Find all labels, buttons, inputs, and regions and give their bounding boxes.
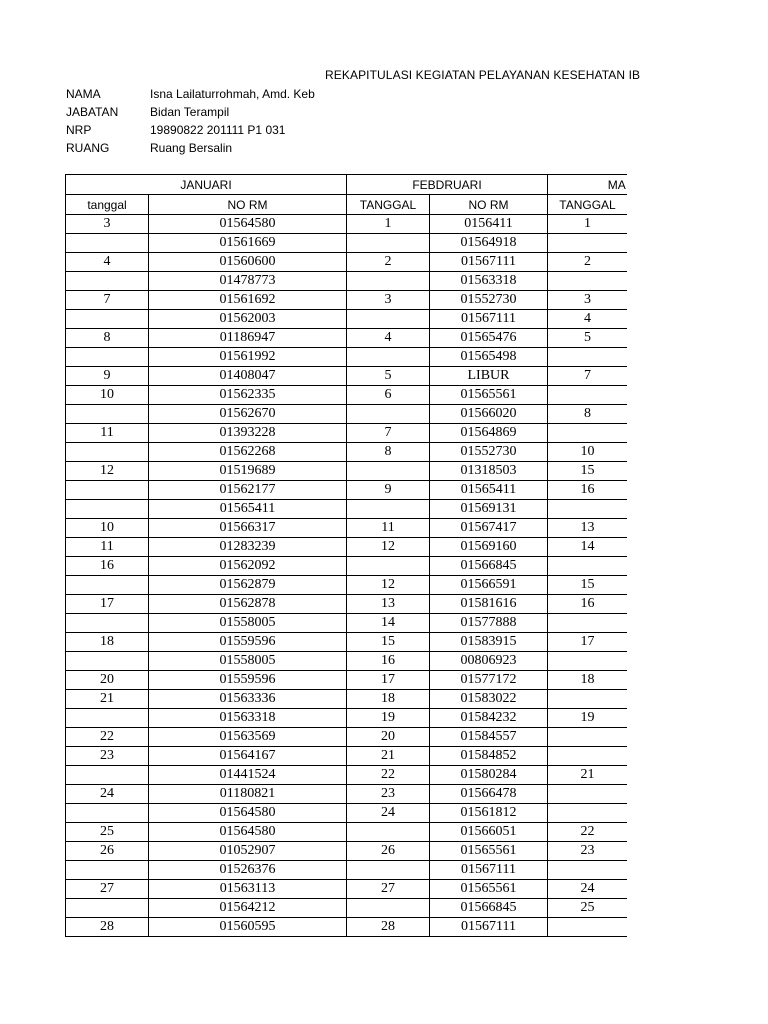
cell-no-rm-feb: 01583915 xyxy=(430,633,548,652)
cell-no-rm-jan: 01562878 xyxy=(149,595,347,614)
info-row-ruang xyxy=(66,139,315,157)
cell-tanggal-mar xyxy=(548,804,628,823)
cell-tanggal-jan: 10 xyxy=(66,386,149,405)
cell-tanggal-feb: 11 xyxy=(347,519,430,538)
cell-no-rm-jan: 01564580 xyxy=(149,215,347,234)
table-row xyxy=(66,918,628,937)
cell-tanggal-jan: 27 xyxy=(66,880,149,899)
info-label: NAMA xyxy=(66,87,101,101)
cell-tanggal-jan: 21 xyxy=(66,690,149,709)
cell-no-rm-jan: 01562670 xyxy=(149,405,347,424)
table-row xyxy=(66,291,628,310)
table-row xyxy=(66,462,628,481)
sub-header-row xyxy=(66,195,628,215)
cell-tanggal-mar xyxy=(548,348,628,367)
cell-no-rm-feb: 01584852 xyxy=(430,747,548,766)
cell-no-rm-jan: 01564580 xyxy=(149,823,347,842)
table-row xyxy=(66,595,628,614)
cell-no-rm-feb: 01567417 xyxy=(430,519,548,538)
cell-tanggal-jan xyxy=(66,652,149,671)
cell-no-rm-feb: 01552730 xyxy=(430,291,548,310)
cell-tanggal-feb: 17 xyxy=(347,671,430,690)
cell-no-rm-feb: 01580284 xyxy=(430,766,548,785)
cell-tanggal-jan xyxy=(66,272,149,291)
table-row xyxy=(66,652,628,671)
cell-tanggal-mar: 14 xyxy=(548,538,628,557)
cell-no-rm-feb: 01565411 xyxy=(430,481,548,500)
cell-tanggal-feb xyxy=(347,462,430,481)
cell-tanggal-jan: 7 xyxy=(66,291,149,310)
cell-no-rm-jan: 01562335 xyxy=(149,386,347,405)
cell-no-rm-jan: 01563113 xyxy=(149,880,347,899)
cell-tanggal-jan xyxy=(66,348,149,367)
cell-tanggal-mar: 16 xyxy=(548,481,628,500)
cell-tanggal-mar: 7 xyxy=(548,367,628,386)
cell-tanggal-mar xyxy=(548,424,628,443)
sub-header-no-rm: NO RM xyxy=(149,195,347,215)
cell-tanggal-jan xyxy=(66,443,149,462)
cell-no-rm-jan: 01564212 xyxy=(149,899,347,918)
cell-tanggal-feb: 27 xyxy=(347,880,430,899)
cell-no-rm-feb: 01567111 xyxy=(430,310,548,329)
cell-tanggal-feb xyxy=(347,557,430,576)
cell-no-rm-jan: 01564167 xyxy=(149,747,347,766)
table-row xyxy=(66,709,628,728)
cell-no-rm-jan: 01560600 xyxy=(149,253,347,272)
cell-tanggal-mar xyxy=(548,728,628,747)
cell-tanggal-jan: 3 xyxy=(66,215,149,234)
cell-tanggal-feb: 22 xyxy=(347,766,430,785)
cell-no-rm-feb: 01565561 xyxy=(430,842,548,861)
cell-no-rm-jan: 01519689 xyxy=(149,462,347,481)
cell-tanggal-mar: 10 xyxy=(548,443,628,462)
cell-no-rm-jan: 01526376 xyxy=(149,861,347,880)
table-row xyxy=(66,405,628,424)
cell-no-rm-jan: 01561669 xyxy=(149,234,347,253)
cell-no-rm-jan: 01561992 xyxy=(149,348,347,367)
cell-no-rm-jan: 01566317 xyxy=(149,519,347,538)
cell-tanggal-feb: 6 xyxy=(347,386,430,405)
info-label: RUANG xyxy=(66,141,110,155)
cell-no-rm-jan: 01559596 xyxy=(149,671,347,690)
cell-tanggal-jan xyxy=(66,481,149,500)
cell-no-rm-feb: 01552730 xyxy=(430,443,548,462)
cell-tanggal-mar xyxy=(548,272,628,291)
cell-tanggal-feb: 8 xyxy=(347,443,430,462)
info-value: Isna Lailaturrohmah, Amd. Keb xyxy=(150,87,315,101)
cell-tanggal-mar: 1 xyxy=(548,215,628,234)
cell-no-rm-jan: 01563318 xyxy=(149,709,347,728)
info-value: 19890822 201111 P1 031 xyxy=(150,123,286,137)
cell-no-rm-jan: 01563569 xyxy=(149,728,347,747)
info-label: JABATAN xyxy=(66,105,119,119)
table-row xyxy=(66,329,628,348)
cell-tanggal-feb: 28 xyxy=(347,918,430,937)
cell-tanggal-jan: 25 xyxy=(66,823,149,842)
cell-no-rm-jan: 01564580 xyxy=(149,804,347,823)
cell-tanggal-feb xyxy=(347,861,430,880)
table-row xyxy=(66,443,628,462)
cell-no-rm-jan: 01562268 xyxy=(149,443,347,462)
cell-tanggal-jan xyxy=(66,576,149,595)
cell-tanggal-mar: 5 xyxy=(548,329,628,348)
sub-header-tanggal: TANGGAL xyxy=(347,195,430,215)
cell-tanggal-mar: 25 xyxy=(548,899,628,918)
cell-no-rm-feb: 01564869 xyxy=(430,424,548,443)
cell-no-rm-jan: 01180821 xyxy=(149,785,347,804)
cell-tanggal-mar xyxy=(548,785,628,804)
cell-tanggal-mar: 23 xyxy=(548,842,628,861)
cell-tanggal-feb xyxy=(347,899,430,918)
cell-no-rm-feb: 01566591 xyxy=(430,576,548,595)
cell-tanggal-jan xyxy=(66,405,149,424)
cell-tanggal-jan: 4 xyxy=(66,253,149,272)
cell-no-rm-jan: 01562879 xyxy=(149,576,347,595)
cell-tanggal-jan: 12 xyxy=(66,462,149,481)
cell-tanggal-feb: 4 xyxy=(347,329,430,348)
table-row xyxy=(66,310,628,329)
cell-no-rm-jan: 01558005 xyxy=(149,652,347,671)
cell-tanggal-feb: 9 xyxy=(347,481,430,500)
info-value: Bidan Terampil xyxy=(150,105,230,119)
cell-no-rm-jan: 01478773 xyxy=(149,272,347,291)
info-row-nama xyxy=(66,85,315,103)
cell-tanggal-jan xyxy=(66,500,149,519)
cell-tanggal-jan: 28 xyxy=(66,918,149,937)
cell-no-rm-feb: 01565561 xyxy=(430,880,548,899)
cell-no-rm-feb: 01566845 xyxy=(430,557,548,576)
cell-tanggal-mar: 24 xyxy=(548,880,628,899)
cell-tanggal-mar xyxy=(548,234,628,253)
cell-no-rm-jan: 01408047 xyxy=(149,367,347,386)
cell-no-rm-feb: 01561812 xyxy=(430,804,548,823)
cell-tanggal-feb xyxy=(347,405,430,424)
cell-tanggal-feb: 21 xyxy=(347,747,430,766)
cell-no-rm-feb: 01569160 xyxy=(430,538,548,557)
cell-tanggal-feb: 19 xyxy=(347,709,430,728)
cell-tanggal-feb: 12 xyxy=(347,538,430,557)
table-row xyxy=(66,519,628,538)
cell-tanggal-feb xyxy=(347,348,430,367)
cell-tanggal-mar: 3 xyxy=(548,291,628,310)
cell-no-rm-feb: 01581616 xyxy=(430,595,548,614)
table-row xyxy=(66,861,628,880)
cell-tanggal-feb xyxy=(347,234,430,253)
cell-tanggal-feb: 7 xyxy=(347,424,430,443)
cell-no-rm-feb: 01567111 xyxy=(430,253,548,272)
cell-tanggal-feb: 16 xyxy=(347,652,430,671)
table-row xyxy=(66,576,628,595)
cell-no-rm-feb: 01584557 xyxy=(430,728,548,747)
cell-tanggal-mar xyxy=(548,918,628,937)
table-row xyxy=(66,633,628,652)
cell-no-rm-feb: 01566020 xyxy=(430,405,548,424)
month-header-februari: FEBDRUARI xyxy=(347,175,548,195)
cell-tanggal-feb: 13 xyxy=(347,595,430,614)
table-row xyxy=(66,500,628,519)
cell-no-rm-jan: 01560595 xyxy=(149,918,347,937)
cell-tanggal-feb xyxy=(347,310,430,329)
table-row xyxy=(66,424,628,443)
cell-no-rm-feb: 01569131 xyxy=(430,500,548,519)
cell-tanggal-jan xyxy=(66,234,149,253)
cell-tanggal-jan xyxy=(66,310,149,329)
cell-tanggal-feb: 2 xyxy=(347,253,430,272)
cell-tanggal-jan: 18 xyxy=(66,633,149,652)
cell-no-rm-feb: 01565498 xyxy=(430,348,548,367)
cell-tanggal-feb: 15 xyxy=(347,633,430,652)
table-row xyxy=(66,766,628,785)
table-row xyxy=(66,690,628,709)
cell-no-rm-jan: 01558005 xyxy=(149,614,347,633)
cell-no-rm-feb: 01567111 xyxy=(430,861,548,880)
cell-no-rm-feb: 01566478 xyxy=(430,785,548,804)
cell-no-rm-feb: 01584232 xyxy=(430,709,548,728)
info-row-nrp xyxy=(66,121,315,139)
cell-tanggal-jan: 24 xyxy=(66,785,149,804)
cell-tanggal-jan xyxy=(66,804,149,823)
cell-no-rm-jan: 01561692 xyxy=(149,291,347,310)
table-row xyxy=(66,253,628,272)
sub-header-tanggal: TANGGAL xyxy=(548,195,628,215)
recap-table xyxy=(65,174,627,937)
cell-tanggal-mar: 16 xyxy=(548,595,628,614)
cell-tanggal-feb: 26 xyxy=(347,842,430,861)
month-header-maret: MA xyxy=(548,175,628,195)
cell-no-rm-feb: 01564918 xyxy=(430,234,548,253)
cell-no-rm-feb: 00806923 xyxy=(430,652,548,671)
table-row xyxy=(66,785,628,804)
table-row xyxy=(66,614,628,633)
cell-no-rm-feb: 01563318 xyxy=(430,272,548,291)
cell-tanggal-mar: 15 xyxy=(548,576,628,595)
cell-no-rm-jan: 01559596 xyxy=(149,633,347,652)
table-row xyxy=(66,538,628,557)
cell-no-rm-feb: 01565476 xyxy=(430,329,548,348)
cell-tanggal-mar xyxy=(548,861,628,880)
cell-tanggal-jan: 16 xyxy=(66,557,149,576)
table-row xyxy=(66,728,628,747)
table-row xyxy=(66,367,628,386)
cell-tanggal-mar: 19 xyxy=(548,709,628,728)
cell-tanggal-jan xyxy=(66,899,149,918)
cell-no-rm-feb: LIBUR xyxy=(430,367,548,386)
table-row xyxy=(66,823,628,842)
cell-no-rm-feb: 01577888 xyxy=(430,614,548,633)
cell-tanggal-mar: 2 xyxy=(548,253,628,272)
cell-tanggal-jan: 23 xyxy=(66,747,149,766)
cell-tanggal-jan: 20 xyxy=(66,671,149,690)
cell-tanggal-mar: 17 xyxy=(548,633,628,652)
table-row xyxy=(66,557,628,576)
table-row xyxy=(66,842,628,861)
cell-tanggal-mar xyxy=(548,690,628,709)
cell-tanggal-jan: 22 xyxy=(66,728,149,747)
cell-tanggal-jan xyxy=(66,861,149,880)
info-row-jabatan xyxy=(66,103,315,121)
table-row xyxy=(66,481,628,500)
cell-no-rm-feb: 01318503 xyxy=(430,462,548,481)
cell-tanggal-jan: 9 xyxy=(66,367,149,386)
cell-tanggal-feb: 1 xyxy=(347,215,430,234)
table-row xyxy=(66,899,628,918)
cell-tanggal-jan xyxy=(66,766,149,785)
table-row xyxy=(66,234,628,253)
cell-tanggal-feb: 23 xyxy=(347,785,430,804)
cell-no-rm-jan: 01393228 xyxy=(149,424,347,443)
cell-no-rm-jan: 01563336 xyxy=(149,690,347,709)
sub-header-no-rm: NO RM xyxy=(430,195,548,215)
cell-tanggal-mar: 21 xyxy=(548,766,628,785)
cell-tanggal-jan: 17 xyxy=(66,595,149,614)
cell-tanggal-jan xyxy=(66,709,149,728)
table-row xyxy=(66,880,628,899)
cell-tanggal-mar xyxy=(548,386,628,405)
sub-header-tanggal: tanggal xyxy=(66,195,149,215)
cell-tanggal-mar xyxy=(548,614,628,633)
cell-tanggal-mar xyxy=(548,652,628,671)
cell-no-rm-jan: 01052907 xyxy=(149,842,347,861)
cell-tanggal-feb: 3 xyxy=(347,291,430,310)
cell-no-rm-feb: 01566051 xyxy=(430,823,548,842)
cell-tanggal-mar: 18 xyxy=(548,671,628,690)
month-header-row xyxy=(66,175,628,195)
cell-tanggal-mar: 15 xyxy=(548,462,628,481)
cell-tanggal-feb: 24 xyxy=(347,804,430,823)
cell-no-rm-jan: 01441524 xyxy=(149,766,347,785)
cell-tanggal-feb xyxy=(347,500,430,519)
table-row xyxy=(66,671,628,690)
cell-no-rm-feb: 0156411 xyxy=(430,215,548,234)
cell-tanggal-jan xyxy=(66,614,149,633)
cell-tanggal-jan: 26 xyxy=(66,842,149,861)
cell-tanggal-jan: 11 xyxy=(66,538,149,557)
document-title: REKAPITULASI KEGIATAN PELAYANAN KESEHATAN IB xyxy=(325,68,641,82)
table-row xyxy=(66,386,628,405)
info-value: Ruang Bersalin xyxy=(150,141,233,155)
table-row xyxy=(66,348,628,367)
cell-no-rm-feb: 01567111 xyxy=(430,918,548,937)
staff-info xyxy=(66,85,315,157)
cell-tanggal-feb: 18 xyxy=(347,690,430,709)
cell-tanggal-mar xyxy=(548,747,628,766)
cell-tanggal-mar xyxy=(548,500,628,519)
cell-no-rm-jan: 01562177 xyxy=(149,481,347,500)
cell-tanggal-feb: 14 xyxy=(347,614,430,633)
cell-tanggal-jan: 8 xyxy=(66,329,149,348)
cell-no-rm-jan: 01283239 xyxy=(149,538,347,557)
table-row xyxy=(66,804,628,823)
cell-tanggal-mar: 13 xyxy=(548,519,628,538)
month-header-januari: JANUARI xyxy=(66,175,347,195)
cell-tanggal-jan: 11 xyxy=(66,424,149,443)
table-row xyxy=(66,272,628,291)
cell-tanggal-feb xyxy=(347,823,430,842)
cell-no-rm-jan: 01562003 xyxy=(149,310,347,329)
cell-tanggal-jan: 10 xyxy=(66,519,149,538)
cell-no-rm-jan: 01186947 xyxy=(149,329,347,348)
cell-tanggal-feb: 20 xyxy=(347,728,430,747)
cell-no-rm-feb: 01566845 xyxy=(430,899,548,918)
cell-tanggal-mar xyxy=(548,557,628,576)
cell-tanggal-mar: 4 xyxy=(548,310,628,329)
recap-table-viewport xyxy=(65,174,627,942)
cell-tanggal-feb xyxy=(347,272,430,291)
cell-tanggal-feb: 12 xyxy=(347,576,430,595)
cell-no-rm-jan: 01565411 xyxy=(149,500,347,519)
cell-no-rm-feb: 01583022 xyxy=(430,690,548,709)
cell-no-rm-feb: 01565561 xyxy=(430,386,548,405)
table-row xyxy=(66,747,628,766)
cell-tanggal-feb: 5 xyxy=(347,367,430,386)
table-row xyxy=(66,215,628,234)
cell-tanggal-mar: 8 xyxy=(548,405,628,424)
cell-no-rm-feb: 01577172 xyxy=(430,671,548,690)
cell-tanggal-mar: 22 xyxy=(548,823,628,842)
info-label: NRP xyxy=(66,123,92,137)
cell-no-rm-jan: 01562092 xyxy=(149,557,347,576)
